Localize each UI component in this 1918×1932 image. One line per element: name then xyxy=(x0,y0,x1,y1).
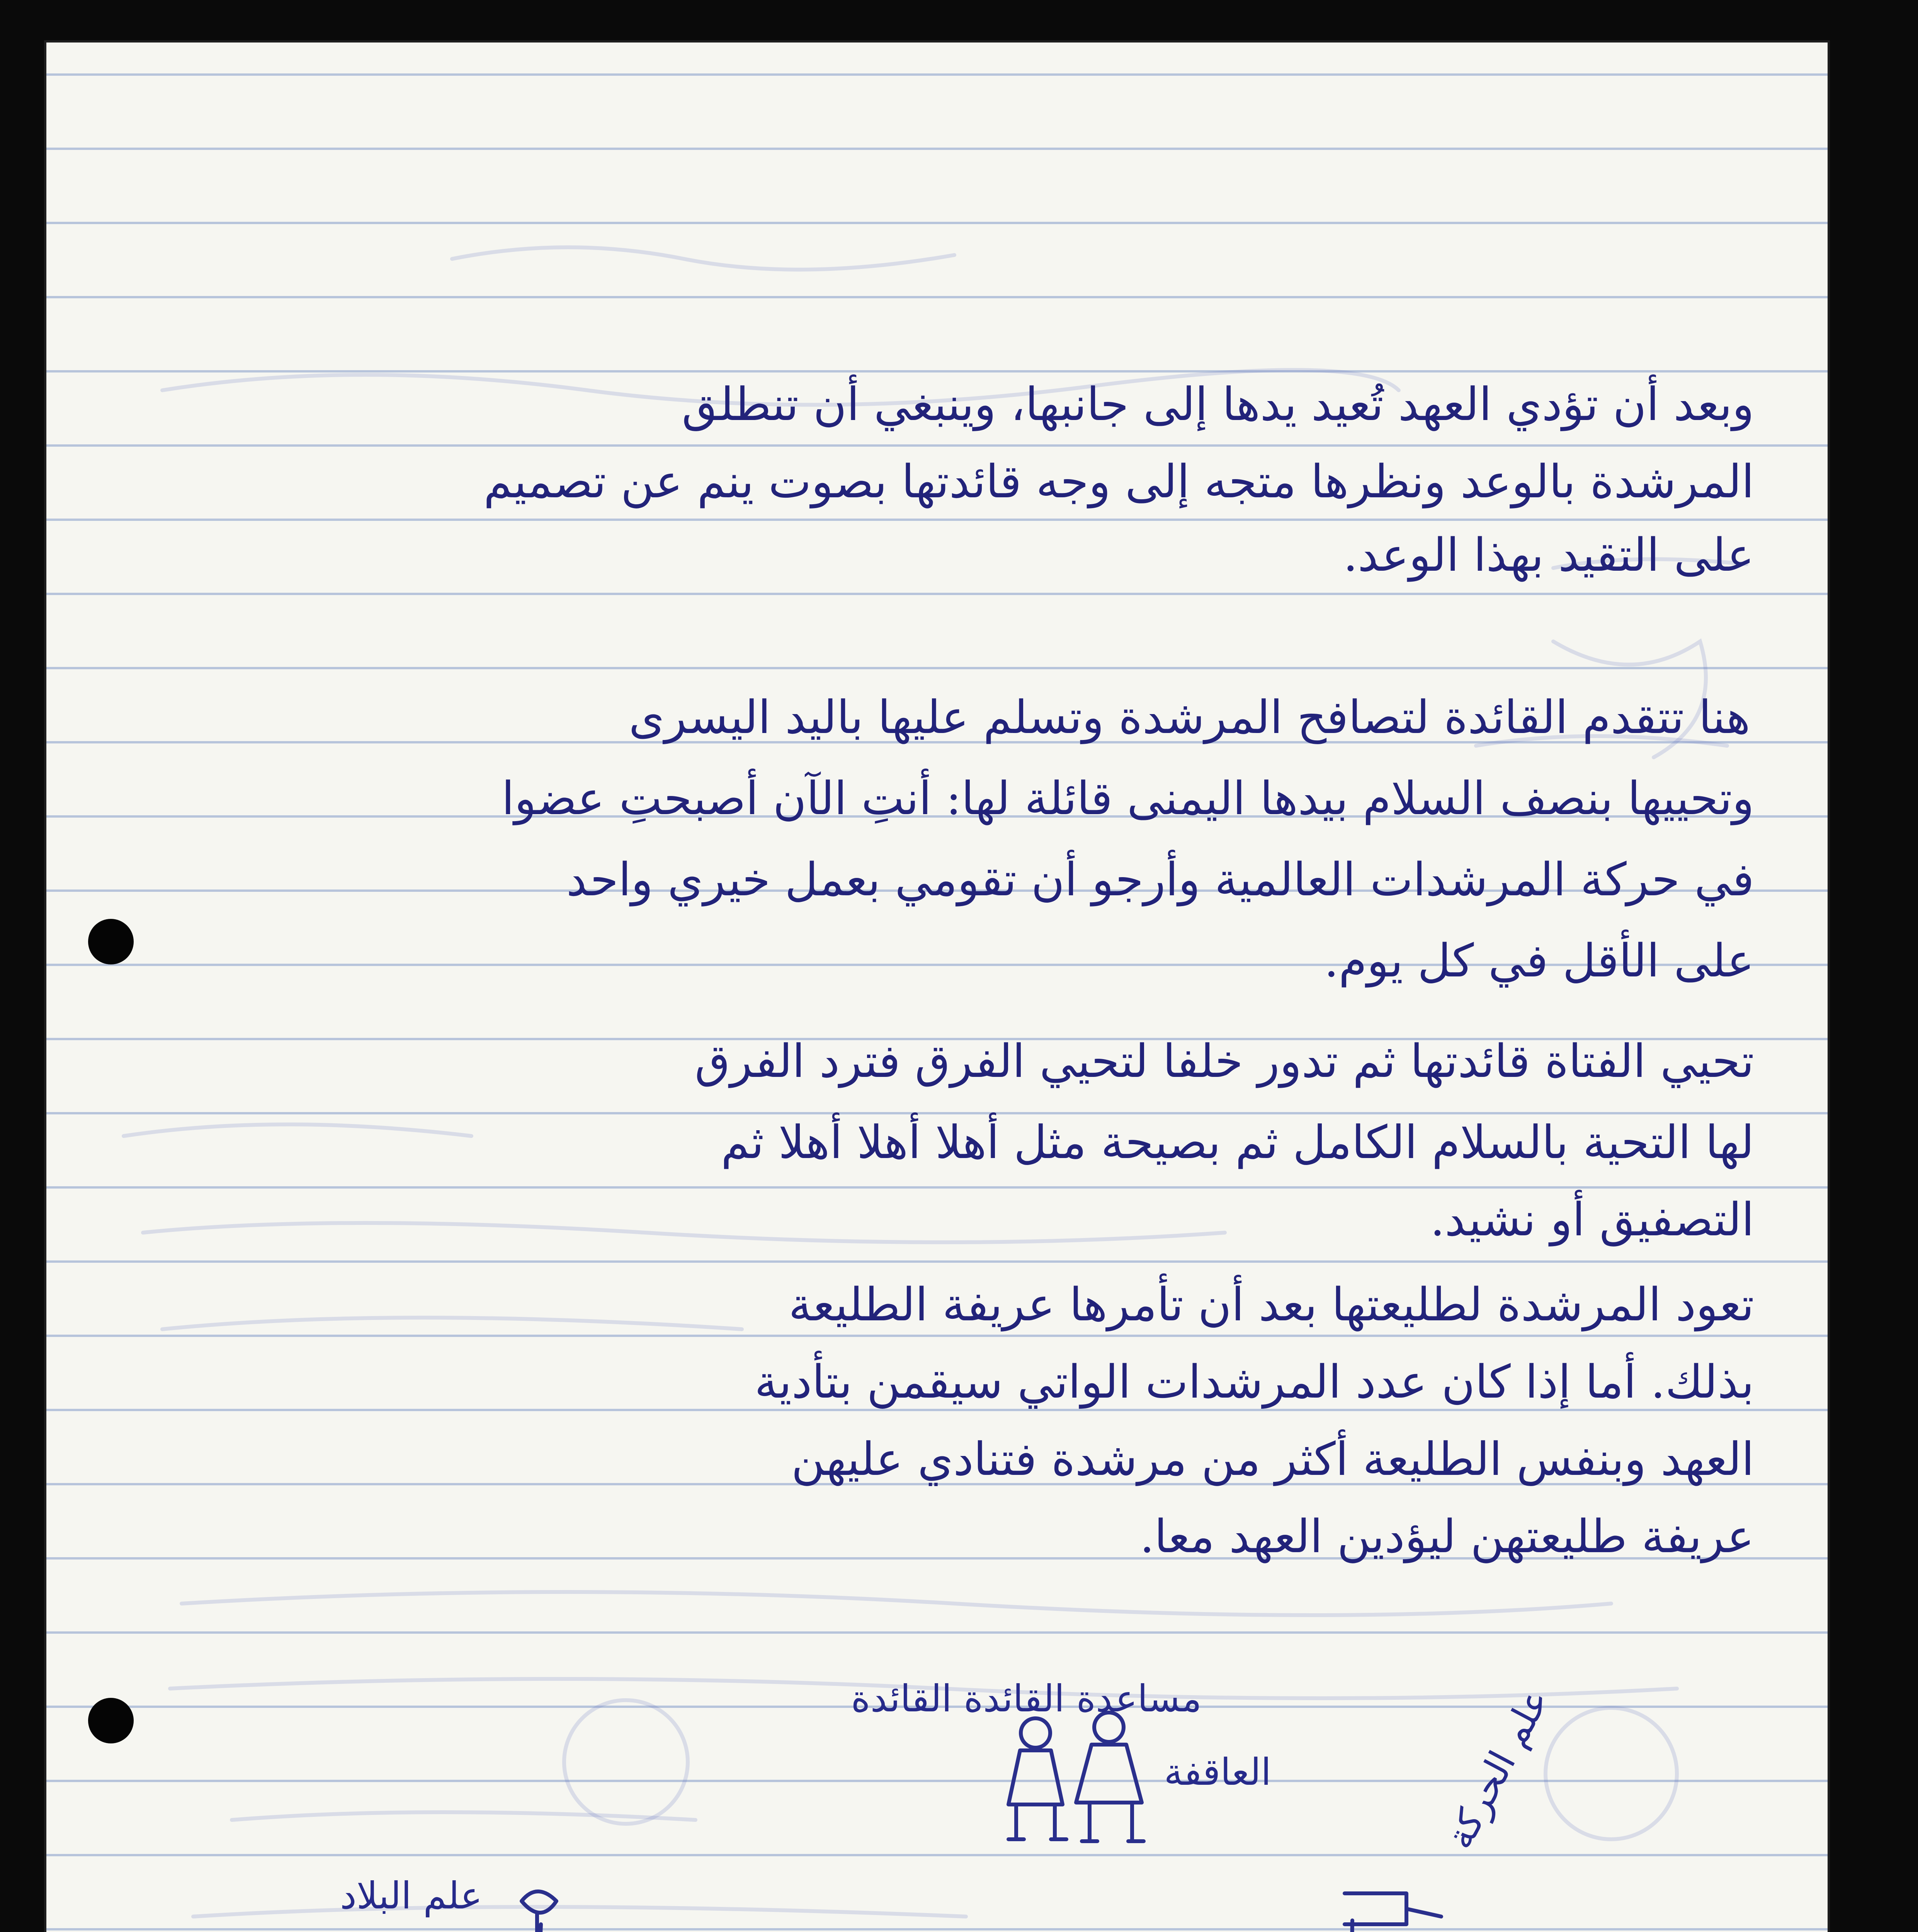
paragraph-4-line-3: العهد وبنفس الطليعة أكثر من مرشدة فتنادي عليهن xyxy=(791,1432,1754,1486)
label-flag-bearer: علم البلاد xyxy=(340,1874,483,1917)
label-right-side: علم الحركة xyxy=(1437,1681,1558,1856)
label-commissioner: العاقفة xyxy=(1164,1750,1271,1794)
ceremony-diagram xyxy=(46,43,1828,1932)
leader-figures xyxy=(1008,1713,1144,1841)
paragraph-2-line-4: على الأقل في كل يوم. xyxy=(1324,934,1754,987)
paragraph-3-line-3: التصفيق أو نشيد. xyxy=(1430,1193,1754,1246)
paragraph-2-line-1: هنا تتقدم القائدة لتصافح المرشدة وتسلم عليها باليد اليسرى xyxy=(629,690,1750,744)
paragraph-3-line-2: لها التحية بالسلام الكامل ثم بصيحة مثل أهلا أهلا أهلا ثم xyxy=(721,1116,1754,1169)
paragraph-4-line-4: عريفة طليعتهن ليؤدين العهد معا. xyxy=(1139,1510,1754,1563)
flag-bearer-right-mark xyxy=(1345,1893,1441,1924)
horseshoe-formation-line xyxy=(540,1920,1352,1932)
paragraph-4-line-2: بذلك. أما إذا كان عدد المرشدات الواتي سيقمن بتأدية xyxy=(754,1355,1754,1408)
notebook-page xyxy=(46,43,1828,1932)
paragraph-2-line-3: في حركة المرشدات العالمية وأرجو أن تقومي بعمل خيري واحد xyxy=(566,853,1754,906)
flag-bearer-left-mark xyxy=(522,1891,556,1932)
paragraph-1-line-1: وبعد أن تؤدي العهد تُعيد يدها إلى جانبها، وينبغي أن تنطلق xyxy=(682,378,1754,431)
paragraph-3-line-1: تحيي الفتاة قائدتها ثم تدور خلفا لتحيي الفرق فترد الفرق xyxy=(694,1034,1754,1088)
paragraph-2-line-2: وتحييها بنصف السلام بيدها اليمنى قائلة لها: أنتِ الآن أصبحتِ عضوا xyxy=(502,772,1754,825)
label-assistant-and-leader: مساعدة القائدة القائدة xyxy=(851,1677,1202,1720)
paragraph-1-line-3: على التقيد بهذا الوعد. xyxy=(1343,528,1754,582)
paragraph-4-line-1: تعود المرشدة لطليعتها بعد أن تأمرها عريفة الطليعة xyxy=(789,1278,1754,1331)
paragraph-1-line-2: المرشدة بالوعد ونظرها متجه إلى وجه قائدتها بصوت ينم عن تصميم xyxy=(483,455,1754,508)
